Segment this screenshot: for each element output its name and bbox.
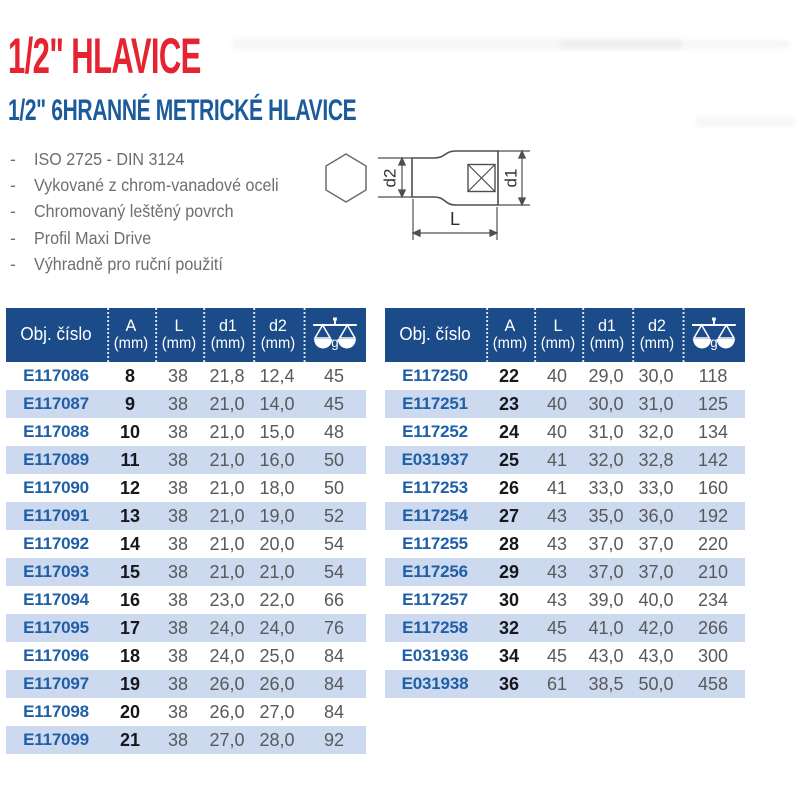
column-header-obj-cislo: Obj. číslo: [399, 324, 471, 345]
column-header-weight: [304, 308, 365, 362]
bullet-dash: -: [10, 175, 16, 196]
d1-mm-cell: 29,0: [588, 366, 624, 386]
d1-mm-cell: 39,0: [588, 590, 624, 610]
page-title: 1/2" HLAVICE: [8, 28, 201, 84]
a-mm-cell: 19: [119, 674, 141, 694]
obj-cislo-cell: E117089: [23, 450, 89, 469]
a-mm-cell: 27: [498, 506, 520, 526]
d2-mm-cell: 22,0: [259, 590, 295, 610]
d1-mm-cell: 21,8: [209, 366, 245, 386]
a-mm-cell: 28: [498, 534, 520, 554]
table-row: [6, 726, 366, 754]
d1-mm-cell: 21,0: [209, 450, 245, 470]
socket-dimension-diagram: [312, 133, 547, 248]
d2-mm-cell: 18,0: [259, 478, 295, 498]
d1-mm-cell: 43,0: [588, 646, 624, 666]
weight-g-cell: 54: [323, 534, 345, 554]
table-row: [385, 502, 745, 530]
d2-mm-cell: 31,0: [638, 394, 674, 414]
weight-g-cell: 192: [697, 506, 729, 526]
weight-g-cell: 125: [697, 394, 729, 414]
table-row: [6, 698, 366, 726]
table-row: [385, 418, 745, 446]
obj-cislo-cell: E031938: [401, 674, 469, 693]
d2-mm-cell: 37,0: [638, 534, 674, 554]
table-row: [385, 530, 745, 558]
d2-mm-cell: 12,4: [259, 366, 295, 386]
d2-mm-cell: 19,0: [259, 506, 295, 526]
length-label: L: [449, 209, 461, 229]
socket-outline: [412, 151, 498, 205]
obj-cislo-cell: E117257: [402, 590, 468, 609]
d1-mm-cell: 21,0: [209, 506, 245, 526]
table-header: [6, 308, 366, 362]
a-mm-cell: 18: [119, 646, 141, 666]
scale-icon: [310, 317, 359, 353]
obj-cislo-cell: E117098: [23, 702, 89, 721]
column-header-d1: d1 (mm): [203, 308, 251, 362]
l-mm-cell: 43: [546, 506, 568, 526]
d2-mm-cell: 25,0: [259, 646, 295, 666]
l-mm-cell: 38: [167, 478, 189, 498]
d1-mm-cell: 26,0: [209, 702, 245, 722]
d1-mm-cell: 26,0: [209, 674, 245, 694]
a-mm-cell: 30: [498, 590, 520, 610]
table-row: [385, 586, 745, 614]
l-mm-cell: 38: [167, 702, 189, 722]
obj-cislo-cell: E031937: [401, 450, 469, 469]
a-mm-cell: 11: [120, 450, 140, 470]
d1-mm-cell: 21,0: [209, 422, 245, 442]
d2-label: d2: [380, 168, 400, 188]
d1-mm-cell: 21,0: [209, 534, 245, 554]
l-mm-cell: 38: [167, 534, 189, 554]
weight-g-cell: 48: [323, 422, 345, 442]
d2-mm-cell: 30,0: [638, 366, 674, 386]
a-mm-cell: 36: [498, 674, 520, 694]
weight-g-cell: 66: [323, 590, 345, 610]
table-row: [385, 390, 745, 418]
table-row: [6, 642, 366, 670]
l-mm-cell: 40: [546, 422, 568, 442]
feature-item: [10, 225, 300, 251]
obj-cislo-cell: E117252: [402, 422, 468, 441]
a-mm-cell: 25: [498, 450, 520, 470]
l-mm-cell: 38: [167, 450, 189, 470]
weight-g-cell: 142: [697, 450, 729, 470]
d2-mm-cell: 21,0: [259, 562, 295, 582]
weight-g-cell: 84: [323, 674, 345, 694]
d2-mm-cell: 42,0: [638, 618, 674, 638]
l-mm-cell: 38: [167, 674, 189, 694]
feature-text: Profil Maxi Drive: [34, 227, 152, 248]
weight-g-cell: 118: [698, 366, 728, 386]
a-mm-cell: 8: [124, 366, 135, 386]
column-header-d2: d2 (mm): [632, 308, 680, 362]
weight-unit-label: g: [331, 334, 339, 351]
column-header-d1: d1 (mm): [582, 308, 630, 362]
l-mm-cell: 38: [167, 562, 189, 582]
weight-g-cell: 234: [697, 590, 729, 610]
column-header-a: A (mm): [107, 308, 153, 362]
l-mm-cell: 43: [546, 534, 568, 554]
obj-cislo-cell: E117087: [23, 394, 89, 413]
d1-mm-cell: 21,0: [209, 394, 245, 414]
d1-mm-cell: 41,0: [588, 618, 624, 638]
a-mm-cell: 15: [119, 562, 141, 582]
weight-g-cell: 84: [323, 702, 345, 722]
bullet-dash: -: [10, 148, 16, 169]
obj-cislo-cell: E117093: [23, 562, 89, 581]
obj-cislo-cell: E117254: [402, 506, 468, 525]
a-mm-cell: 23: [498, 394, 520, 414]
d2-mm-cell: 15,0: [259, 422, 295, 442]
a-mm-cell: 10: [119, 422, 141, 442]
d1-mm-cell: 27,0: [209, 730, 245, 750]
column-header-obj-cislo: Obj. číslo: [20, 324, 92, 345]
l-mm-cell: 38: [167, 422, 189, 442]
d1-mm-cell: 21,0: [209, 478, 245, 498]
d2-mm-cell: 16,0: [259, 450, 295, 470]
table-header: [385, 308, 745, 362]
weight-unit-label: g: [710, 334, 718, 351]
d1-mm-cell: 35,0: [588, 506, 624, 526]
table-row: [6, 362, 366, 390]
d1-mm-cell: 33,0: [588, 478, 624, 498]
feature-text: Chromovaný leštěný povrch: [34, 201, 234, 222]
weight-g-cell: 84: [323, 646, 345, 666]
l-mm-cell: 38: [167, 506, 189, 526]
weight-g-cell: 458: [697, 674, 729, 694]
d2-mm-cell: 43,0: [638, 646, 674, 666]
obj-cislo-cell: E117086: [23, 366, 89, 385]
d2-mm-cell: 26,0: [259, 674, 295, 694]
l-mm-cell: 38: [167, 394, 189, 414]
l-mm-cell: 38: [167, 590, 189, 610]
d2-mm-cell: 32,8: [638, 450, 674, 470]
table-row: [385, 362, 745, 390]
weight-g-cell: 54: [323, 562, 345, 582]
table-row: [385, 558, 745, 586]
l-mm-cell: 40: [546, 366, 568, 386]
obj-cislo-cell: E117250: [402, 366, 468, 385]
column-header-l: L (mm): [155, 308, 201, 362]
a-mm-cell: 21: [119, 730, 141, 750]
a-mm-cell: 17: [119, 618, 141, 638]
weight-g-cell: 50: [323, 450, 345, 470]
obj-cislo-cell: E117256: [402, 562, 468, 581]
a-mm-cell: 14: [119, 534, 141, 554]
d1-mm-cell: 24,0: [209, 618, 245, 638]
feature-text: Vykované z chrom-vanadové oceli: [34, 175, 279, 196]
l-mm-cell: 43: [546, 562, 568, 582]
d2-mm-cell: 20,0: [259, 534, 295, 554]
d1-label: d1: [501, 168, 521, 188]
obj-cislo-cell: E117091: [23, 506, 89, 525]
a-mm-cell: 12: [119, 478, 141, 498]
l-mm-cell: 43: [546, 590, 568, 610]
table-body: [385, 362, 745, 698]
scale-icon: [689, 317, 738, 353]
d2-mm-cell: 28,0: [259, 730, 295, 750]
table-row: [6, 418, 366, 446]
feature-item: [10, 146, 300, 172]
feature-item: [10, 199, 300, 225]
obj-cislo-cell: E117253: [402, 478, 468, 497]
weight-g-cell: 52: [323, 506, 345, 526]
a-mm-cell: 34: [498, 646, 520, 666]
a-mm-cell: 32: [498, 618, 520, 638]
l-mm-cell: 38: [167, 646, 189, 666]
feature-list: [10, 146, 300, 278]
a-mm-cell: 24: [498, 422, 520, 442]
weight-g-cell: 160: [697, 478, 729, 498]
l-mm-cell: 40: [546, 394, 568, 414]
weight-g-cell: 300: [697, 646, 729, 666]
obj-cislo-cell: E117099: [23, 730, 89, 749]
weight-g-cell: 50: [323, 478, 345, 498]
weight-g-cell: 45: [323, 366, 345, 386]
obj-cislo-cell: E117092: [23, 534, 89, 553]
d2-mm-cell: 27,0: [259, 702, 295, 722]
table-row: [6, 474, 366, 502]
d1-mm-cell: 37,0: [588, 562, 624, 582]
column-header-d2: d2 (mm): [253, 308, 301, 362]
l-mm-cell: 38: [167, 366, 189, 386]
obj-cislo-cell: E117255: [402, 534, 468, 553]
weight-g-cell: 92: [323, 730, 345, 750]
column-header-a: A (mm): [486, 308, 532, 362]
table-row: [385, 614, 745, 642]
feature-text: Výhradně pro ruční použití: [34, 254, 223, 275]
weight-g-cell: 134: [697, 422, 729, 442]
weight-g-cell: 76: [323, 618, 345, 638]
a-mm-cell: 29: [498, 562, 520, 582]
obj-cislo-cell: E117090: [23, 478, 89, 497]
feature-item: [10, 252, 300, 278]
table-row: [6, 614, 366, 642]
l-mm-cell: 61: [546, 674, 568, 694]
table-row: [385, 670, 745, 698]
weight-g-cell: 210: [697, 562, 729, 582]
obj-cislo-cell: E117258: [402, 618, 468, 637]
hexagon-icon: [326, 154, 366, 202]
l-mm-cell: 45: [546, 618, 568, 638]
d1-mm-cell: 38,5: [588, 674, 624, 694]
weight-g-cell: 45: [323, 394, 345, 414]
table-row: [6, 390, 366, 418]
weight-g-cell: 220: [697, 534, 729, 554]
table-row: [6, 558, 366, 586]
table-row: [6, 586, 366, 614]
a-mm-cell: 16: [119, 590, 141, 610]
scan-artifact: [695, 117, 795, 127]
d2-mm-cell: 50,0: [638, 674, 674, 694]
table-body: [6, 362, 366, 754]
d2-mm-cell: 24,0: [259, 618, 295, 638]
d2-mm-cell: 14,0: [259, 394, 295, 414]
obj-cislo-cell: E031936: [401, 646, 469, 665]
l-mm-cell: 45: [546, 646, 568, 666]
obj-cislo-cell: E117094: [23, 590, 89, 609]
scan-artifact: [560, 40, 790, 49]
l-mm-cell: 41: [546, 478, 568, 498]
l-mm-cell: 38: [167, 730, 189, 750]
d1-mm-cell: 24,0: [209, 646, 245, 666]
l-mm-cell: 38: [167, 618, 189, 638]
a-mm-cell: 20: [119, 702, 141, 722]
table-row: [6, 446, 366, 474]
d1-mm-cell: 32,0: [588, 450, 624, 470]
obj-cislo-cell: E117251: [402, 394, 468, 413]
d1-mm-cell: 37,0: [588, 534, 624, 554]
weight-g-cell: 266: [697, 618, 729, 638]
d2-mm-cell: 32,0: [638, 422, 674, 442]
feature-text: ISO 2725 - DIN 3124: [34, 148, 185, 169]
a-mm-cell: 22: [498, 366, 520, 386]
spec-table-right: [385, 308, 745, 698]
d2-mm-cell: 36,0: [638, 506, 674, 526]
section-subtitle: 1/2" 6HRANNÉ METRICKÉ HLAVICE: [8, 94, 357, 127]
table-row: [6, 670, 366, 698]
a-mm-cell: 9: [124, 394, 135, 414]
obj-cislo-cell: E117096: [23, 646, 89, 665]
d1-mm-cell: 23,0: [209, 590, 245, 610]
a-mm-cell: 26: [498, 478, 520, 498]
d1-mm-cell: 21,0: [209, 562, 245, 582]
column-header-weight: [683, 308, 744, 362]
table-row: [385, 446, 745, 474]
d2-mm-cell: 40,0: [638, 590, 674, 610]
table-row: [6, 530, 366, 558]
feature-item: [10, 172, 300, 198]
table-row: [385, 642, 745, 670]
bullet-dash: -: [10, 227, 16, 248]
obj-cislo-cell: E117088: [23, 422, 89, 441]
d2-mm-cell: 37,0: [638, 562, 674, 582]
bullet-dash: -: [10, 201, 16, 222]
spec-table-left: [6, 308, 366, 754]
l-mm-cell: 41: [546, 450, 568, 470]
d1-mm-cell: 30,0: [588, 394, 624, 414]
d2-mm-cell: 33,0: [638, 478, 674, 498]
table-row: [6, 502, 366, 530]
d1-mm-cell: 31,0: [588, 422, 624, 442]
column-header-l: L (mm): [534, 308, 580, 362]
obj-cislo-cell: E117097: [23, 674, 89, 693]
table-row: [385, 474, 745, 502]
a-mm-cell: 13: [119, 506, 141, 526]
bullet-dash: -: [10, 254, 16, 275]
obj-cislo-cell: E117095: [23, 618, 89, 637]
